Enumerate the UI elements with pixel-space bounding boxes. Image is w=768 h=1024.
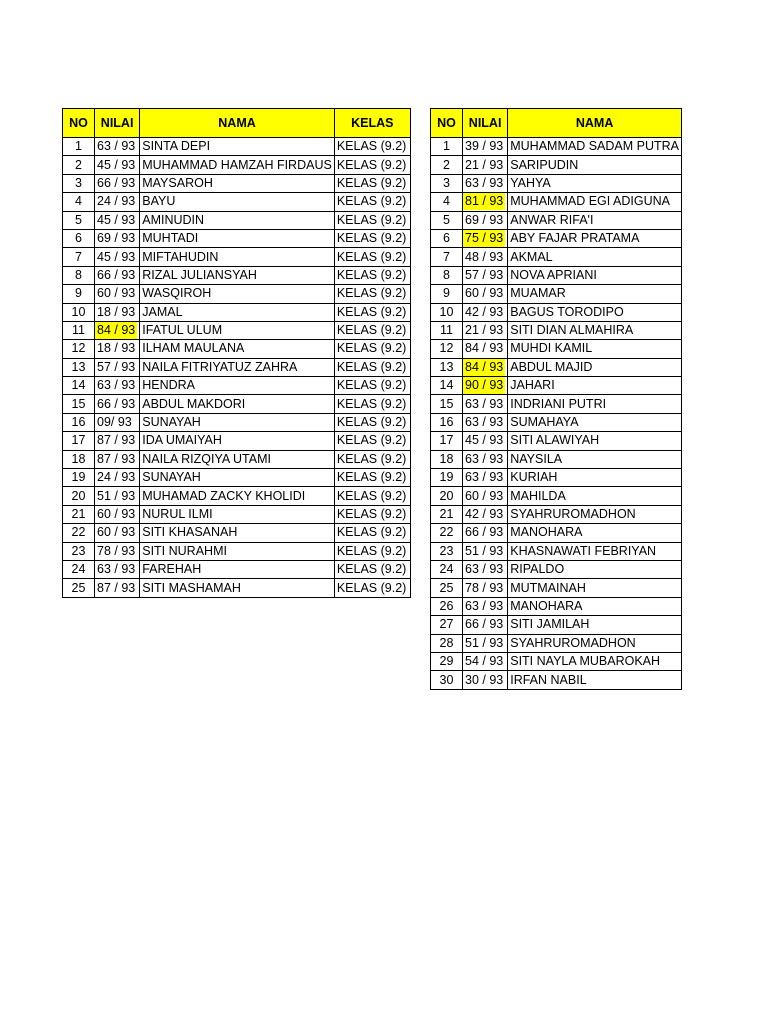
cell-no: 22 [63, 524, 95, 542]
cell-nama: JAHARI [508, 377, 682, 395]
cell-kelas: KELAS (9.2) [334, 524, 410, 542]
cell-nama: MAHILDA [508, 487, 682, 505]
table-row [63, 340, 411, 358]
cell-nilai: 30 / 93 [463, 671, 508, 689]
cell-no: 4 [63, 193, 95, 211]
table-row [431, 652, 682, 670]
cell-no: 1 [431, 138, 463, 156]
cell-nilai: 60 / 93 [95, 285, 140, 303]
cell-nilai: 60 / 93 [463, 285, 508, 303]
cell-nilai: 24 / 93 [95, 469, 140, 487]
cell-no: 26 [431, 597, 463, 615]
cell-nama: MUHDI KAMIL [508, 340, 682, 358]
cell-no: 15 [431, 395, 463, 413]
cell-nilai: 66 / 93 [463, 524, 508, 542]
table-row [431, 229, 682, 247]
cell-nama: FAREHAH [140, 560, 335, 578]
table-row [431, 321, 682, 339]
cell-nama: SITI JAMILAH [508, 616, 682, 634]
cell-nilai: 63 / 93 [95, 560, 140, 578]
cell-nama: SUMAHAYA [508, 413, 682, 431]
cell-nama: ABDUL MAKDORI [140, 395, 335, 413]
cell-no: 19 [63, 469, 95, 487]
table-row [63, 432, 411, 450]
cell-nilai [95, 321, 140, 339]
cell-no: 20 [63, 487, 95, 505]
table-row [431, 524, 682, 542]
cell-nilai: 51 / 93 [95, 487, 140, 505]
cell-kelas: KELAS (9.2) [334, 174, 410, 192]
cell-nama: MIFTAHUDIN [140, 248, 335, 266]
table-row [63, 524, 411, 542]
cell-nilai: 66 / 93 [95, 395, 140, 413]
cell-nilai: 45 / 93 [95, 211, 140, 229]
cell-nama: KHASNAWATI FEBRIYAN [508, 542, 682, 560]
table-row [431, 395, 682, 413]
cell-no: 25 [431, 579, 463, 597]
cell-nilai: 63 / 93 [463, 450, 508, 468]
cell-nilai: 54 / 93 [463, 652, 508, 670]
highlighted-score: 81 / 93 [465, 194, 504, 209]
cell-nama: AKMAL [508, 248, 682, 266]
cell-no: 9 [431, 285, 463, 303]
cell-nama: MUHAMMAD SADAM PUTRA [508, 138, 682, 156]
cell-nilai: 42 / 93 [463, 303, 508, 321]
cell-nilai: 18 / 93 [95, 340, 140, 358]
cell-kelas: KELAS (9.2) [334, 432, 410, 450]
cell-nama: SITI ALAWIYAH [508, 432, 682, 450]
table-row [431, 579, 682, 597]
table-row [63, 174, 411, 192]
table-row [431, 616, 682, 634]
cell-nilai: 24 / 93 [95, 193, 140, 211]
table-row [431, 505, 682, 523]
left-score-table [62, 108, 411, 598]
cell-nama: SITI MASHAMAH [140, 579, 335, 597]
cell-no: 11 [431, 321, 463, 339]
cell-kelas: KELAS (9.2) [334, 542, 410, 560]
cell-nilai: 45 / 93 [95, 156, 140, 174]
table-row [431, 432, 682, 450]
table-row [63, 285, 411, 303]
cell-nilai: 60 / 93 [95, 524, 140, 542]
table-row [63, 156, 411, 174]
table-row [431, 211, 682, 229]
cell-nilai: 45 / 93 [463, 432, 508, 450]
cell-nilai: 21 / 93 [463, 321, 508, 339]
table-row [431, 193, 682, 211]
cell-no: 18 [431, 450, 463, 468]
table-row [63, 358, 411, 376]
cell-nama: BAYU [140, 193, 335, 211]
table-row [431, 340, 682, 358]
cell-kelas: KELAS (9.2) [334, 377, 410, 395]
cell-nilai: 21 / 93 [463, 156, 508, 174]
cell-no: 21 [63, 505, 95, 523]
cell-nama: SUNAYAH [140, 469, 335, 487]
cell-nama: NAYSILA [508, 450, 682, 468]
table-row [63, 450, 411, 468]
table-row [431, 487, 682, 505]
cell-nilai: 69 / 93 [95, 229, 140, 247]
cell-kelas: KELAS (9.2) [334, 138, 410, 156]
table-row [431, 597, 682, 615]
cell-nama: SYAHRUROMADHON [508, 505, 682, 523]
cell-no: 24 [431, 560, 463, 578]
table-row [63, 579, 411, 597]
cell-nama: SITI NAYLA MUBAROKAH [508, 652, 682, 670]
cell-nilai: 66 / 93 [463, 616, 508, 634]
cell-no: 10 [63, 303, 95, 321]
header-nama: NAMA [508, 109, 682, 138]
cell-nama: NOVA APRIANI [508, 266, 682, 284]
highlighted-score: 90 / 93 [465, 378, 504, 393]
cell-nama: JAMAL [140, 303, 335, 321]
cell-nilai: 78 / 93 [95, 542, 140, 560]
cell-nama: SITI DIAN ALMAHIRA [508, 321, 682, 339]
cell-no: 19 [431, 469, 463, 487]
cell-no: 23 [63, 542, 95, 560]
cell-nama: SINTA DEPI [140, 138, 335, 156]
cell-kelas: KELAS (9.2) [334, 229, 410, 247]
cell-no: 13 [63, 358, 95, 376]
table-row [431, 156, 682, 174]
cell-nilai: 87 / 93 [95, 450, 140, 468]
cell-nilai [463, 377, 508, 395]
cell-nilai: 66 / 93 [95, 174, 140, 192]
cell-no: 17 [431, 432, 463, 450]
cell-nilai: 78 / 93 [463, 579, 508, 597]
left-table-body [63, 138, 411, 598]
table-row [431, 303, 682, 321]
cell-nama: IRFAN NABIL [508, 671, 682, 689]
table-row [431, 174, 682, 192]
table-row [63, 377, 411, 395]
cell-kelas: KELAS (9.2) [334, 266, 410, 284]
cell-no: 4 [431, 193, 463, 211]
table-row [63, 138, 411, 156]
cell-kelas: KELAS (9.2) [334, 156, 410, 174]
table-row [63, 248, 411, 266]
cell-nama: INDRIANI PUTRI [508, 395, 682, 413]
cell-nilai: 57 / 93 [95, 358, 140, 376]
table-row [431, 450, 682, 468]
header-nama: NAMA [140, 109, 335, 138]
cell-kelas: KELAS (9.2) [334, 395, 410, 413]
cell-kelas: KELAS (9.2) [334, 487, 410, 505]
cell-nama: ABDUL MAJID [508, 358, 682, 376]
table-row [63, 303, 411, 321]
cell-nilai: 69 / 93 [463, 211, 508, 229]
cell-no: 28 [431, 634, 463, 652]
cell-no: 21 [431, 505, 463, 523]
cell-nama: NURUL ILMI [140, 505, 335, 523]
cell-no: 6 [63, 229, 95, 247]
cell-nama: YAHYA [508, 174, 682, 192]
table-row [63, 266, 411, 284]
cell-kelas: KELAS (9.2) [334, 321, 410, 339]
cell-nilai: 39 / 93 [463, 138, 508, 156]
cell-nilai: 87 / 93 [95, 579, 140, 597]
cell-no: 12 [63, 340, 95, 358]
cell-no: 24 [63, 560, 95, 578]
cell-no: 12 [431, 340, 463, 358]
cell-no: 18 [63, 450, 95, 468]
cell-no: 25 [63, 579, 95, 597]
table-row [431, 634, 682, 652]
cell-nilai [463, 229, 508, 247]
cell-nama: SITI KHASANAH [140, 524, 335, 542]
cell-no: 20 [431, 487, 463, 505]
cell-nama: MANOHARA [508, 524, 682, 542]
cell-no: 3 [63, 174, 95, 192]
cell-no: 5 [431, 211, 463, 229]
cell-no: 1 [63, 138, 95, 156]
highlighted-score: 84 / 93 [97, 323, 136, 338]
cell-nilai: 87 / 93 [95, 432, 140, 450]
cell-nilai: 42 / 93 [463, 505, 508, 523]
cell-no: 10 [431, 303, 463, 321]
cell-no: 2 [431, 156, 463, 174]
cell-kelas: KELAS (9.2) [334, 413, 410, 431]
cell-nilai: 63 / 93 [463, 597, 508, 615]
cell-nilai: 66 / 93 [95, 266, 140, 284]
cell-no: 2 [63, 156, 95, 174]
cell-nilai [463, 193, 508, 211]
table-row [63, 487, 411, 505]
table-row [431, 671, 682, 689]
cell-nama: IDA UMAIYAH [140, 432, 335, 450]
cell-kelas: KELAS (9.2) [334, 560, 410, 578]
cell-no: 14 [63, 377, 95, 395]
cell-no: 30 [431, 671, 463, 689]
table-row [431, 248, 682, 266]
cell-nilai: 51 / 93 [463, 542, 508, 560]
cell-nilai: 63 / 93 [463, 469, 508, 487]
cell-no: 7 [431, 248, 463, 266]
cell-nama: NAILA FITRIYATUZ ZAHRA [140, 358, 335, 376]
highlighted-score: 75 / 93 [465, 231, 504, 246]
table-row [431, 266, 682, 284]
table-row [431, 560, 682, 578]
cell-kelas: KELAS (9.2) [334, 469, 410, 487]
cell-nama: AMINUDIN [140, 211, 335, 229]
cell-nilai: 63 / 93 [463, 413, 508, 431]
table-row [431, 285, 682, 303]
cell-nama: SUNAYAH [140, 413, 335, 431]
table-row [63, 193, 411, 211]
cell-no: 23 [431, 542, 463, 560]
cell-no: 7 [63, 248, 95, 266]
cell-nama: HENDRA [140, 377, 335, 395]
cell-nilai: 63 / 93 [95, 377, 140, 395]
cell-nilai: 84 / 93 [463, 340, 508, 358]
cell-nilai [463, 358, 508, 376]
cell-nama: WASQIROH [140, 285, 335, 303]
cell-no: 14 [431, 377, 463, 395]
cell-no: 8 [63, 266, 95, 284]
cell-kelas: KELAS (9.2) [334, 358, 410, 376]
table-row [63, 542, 411, 560]
cell-no: 16 [431, 413, 463, 431]
cell-nama: SITI NURAHMI [140, 542, 335, 560]
table-row [63, 413, 411, 431]
cell-nama: RIPALDO [508, 560, 682, 578]
cell-no: 13 [431, 358, 463, 376]
cell-kelas: KELAS (9.2) [334, 505, 410, 523]
cell-nama: MUAMAR [508, 285, 682, 303]
cell-nama: MANOHARA [508, 597, 682, 615]
cell-nama: BAGUS TORODIPO [508, 303, 682, 321]
table-row [63, 321, 411, 339]
table-header-row [431, 109, 682, 138]
cell-no: 15 [63, 395, 95, 413]
header-no: NO [431, 109, 463, 138]
cell-nama: RIZAL JULIANSYAH [140, 266, 335, 284]
cell-nama: IFATUL ULUM [140, 321, 335, 339]
cell-nama: MUTMAINAH [508, 579, 682, 597]
header-no: NO [63, 109, 95, 138]
cell-nama: MAYSAROH [140, 174, 335, 192]
table-row [63, 560, 411, 578]
right-table-body [431, 138, 682, 690]
cell-no: 17 [63, 432, 95, 450]
table-row [63, 469, 411, 487]
cell-kelas: KELAS (9.2) [334, 579, 410, 597]
cell-kelas: KELAS (9.2) [334, 248, 410, 266]
cell-nilai: 18 / 93 [95, 303, 140, 321]
table-row [63, 211, 411, 229]
cell-nilai: 63 / 93 [95, 138, 140, 156]
cell-nama: KURIAH [508, 469, 682, 487]
cell-nama: SARIPUDIN [508, 156, 682, 174]
cell-nama: ABY FAJAR PRATAMA [508, 229, 682, 247]
cell-no: 8 [431, 266, 463, 284]
cell-kelas: KELAS (9.2) [334, 193, 410, 211]
cell-no: 29 [431, 652, 463, 670]
cell-nilai: 45 / 93 [95, 248, 140, 266]
cell-nilai: 63 / 93 [463, 560, 508, 578]
table-row [431, 138, 682, 156]
cell-no: 22 [431, 524, 463, 542]
cell-no: 6 [431, 229, 463, 247]
cell-kelas: KELAS (9.2) [334, 450, 410, 468]
table-row [431, 469, 682, 487]
cell-kelas: KELAS (9.2) [334, 340, 410, 358]
right-score-table [430, 108, 682, 690]
header-nilai: NILAI [95, 109, 140, 138]
table-header-row [63, 109, 411, 138]
table-row [431, 358, 682, 376]
cell-no: 9 [63, 285, 95, 303]
cell-nama: NAILA RIZQIYA UTAMI [140, 450, 335, 468]
table-row [431, 413, 682, 431]
cell-nilai: 60 / 93 [95, 505, 140, 523]
cell-nama: ILHAM MAULANA [140, 340, 335, 358]
cell-nilai: 60 / 93 [463, 487, 508, 505]
cell-nilai: 57 / 93 [463, 266, 508, 284]
cell-nama: ANWAR RIFA'I [508, 211, 682, 229]
cell-no: 5 [63, 211, 95, 229]
cell-no: 11 [63, 321, 95, 339]
highlighted-score: 84 / 93 [465, 359, 504, 374]
table-row [431, 377, 682, 395]
cell-kelas: KELAS (9.2) [334, 211, 410, 229]
table-row [63, 395, 411, 413]
cell-kelas: KELAS (9.2) [334, 285, 410, 303]
header-kelas: KELAS [334, 109, 410, 138]
cell-nama: MUHTADI [140, 229, 335, 247]
cell-nilai: 48 / 93 [463, 248, 508, 266]
cell-no: 3 [431, 174, 463, 192]
cell-nama: MUHAMMAD HAMZAH FIRDAUS [140, 156, 335, 174]
cell-no: 27 [431, 616, 463, 634]
header-nilai: NILAI [463, 109, 508, 138]
cell-nama: SYAHRUROMADHON [508, 634, 682, 652]
cell-nama: MUHAMAD ZACKY KHOLIDI [140, 487, 335, 505]
cell-nilai: 09/ 93 [95, 413, 140, 431]
cell-nilai: 63 / 93 [463, 174, 508, 192]
table-row [63, 505, 411, 523]
table-row [431, 542, 682, 560]
cell-no: 16 [63, 413, 95, 431]
cell-nama: MUHAMMAD EGI ADIGUNA [508, 193, 682, 211]
cell-kelas: KELAS (9.2) [334, 303, 410, 321]
cell-nilai: 51 / 93 [463, 634, 508, 652]
table-row [63, 229, 411, 247]
cell-nilai: 63 / 93 [463, 395, 508, 413]
